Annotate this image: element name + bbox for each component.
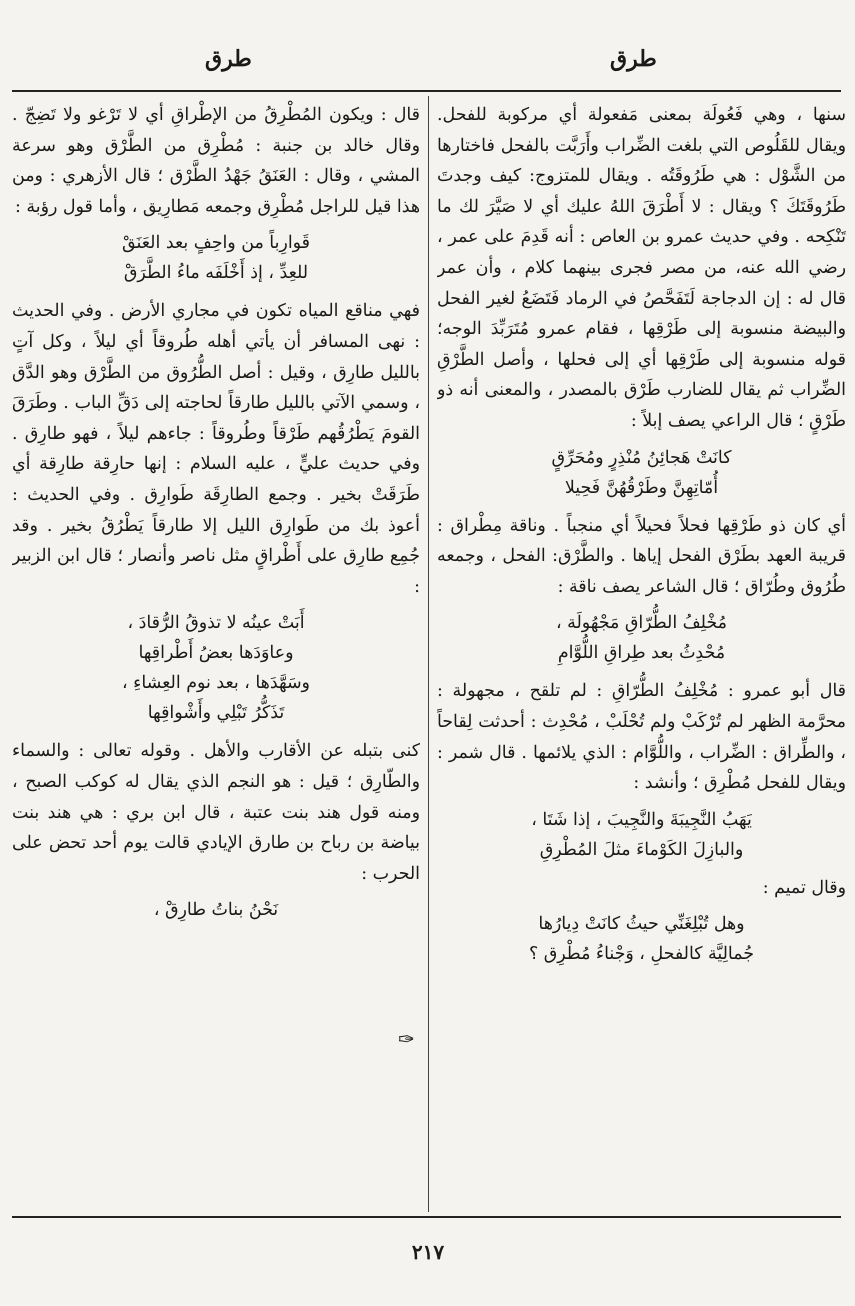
paragraph: أي كان ذو طَرْقِها فحلاً فحيلاً أي منجباً . وناقة مِطْراق : قريبة العهد بطَرْق الفحل إياها . والطَّرْق: الفحل ، وجمعه طُرُوق وطُرّاق ؛ قال الشاعر يصف ناقة : [437, 515, 846, 597]
left-column [12, 100, 420, 1210]
verse-line: وهل تُبْلِغَنِّي حيثُ كانَتْ دِيارُها [538, 914, 745, 935]
verse [437, 909, 846, 969]
header-rule [12, 90, 841, 92]
verse [12, 228, 420, 288]
verse-line: جُمالِيَّة كالفحلِ ، وَجْناءُ مُطْرِق ؟ [528, 944, 755, 965]
margin-mark-icon: ✑ [398, 1027, 415, 1051]
verse [12, 608, 420, 728]
verse-line: والبازِلَ الكَوْماءَ مثلَ المُطْرِقِ [539, 839, 744, 860]
paragraph: وقال تميم : [762, 877, 846, 898]
verse-line: تَذَكُّرُ تَبْلِي وأَشْواقِها [147, 703, 285, 724]
right-column [437, 100, 846, 1210]
verse-line: يَهَبُ النَّجِيبَةَ والنَّجِيبَ ، إذا شَتَا ، [531, 809, 752, 830]
verse-line: أَبَتْ عينُه لا تذوقُ الرُّقادَ ، [127, 613, 305, 634]
verse-line: وعاوَدَها بعضُ أَطْراقِها [138, 643, 294, 664]
verse-line: للعِدِّ ، إذ أَخْلَفَه ماءُ الطَّرَقْ [123, 263, 309, 284]
verse-line: أُمّاتِهِنَّ وطَرْقُهُنَّ فَحِيلا [564, 477, 719, 498]
page-number: ٢١٧ [411, 1240, 445, 1264]
running-header-left: طرق [205, 46, 252, 72]
verse-line: كانَتْ هَجائِنُ مُنْذِرٍ ومُحَرِّقٍ [551, 447, 732, 468]
column-divider [428, 96, 429, 1212]
paragraph: كنى بتبله عن الأقارب والأهل . وقوله تعالى : والسماء والطّارِق ؛ قيل : هو النجم الذي يقال له كوكب الصبح ، ومنه قول هند بنت عتبة ، قال ابن بري : هي هند بنت بياضة بن رباح بن طارق الإيادي قالت يوم أحد تحض على الحرب : [12, 741, 420, 884]
verse-line: وسَهَّدَها ، بعد نوم العِشاءِ ، [122, 673, 310, 694]
paragraph: فهي مناقع المياه تكون في مجاري الأرض . وفي الحديث : نهى المسافر أن يأتي أهله طُروقاً أي ليلاً ، وكل آتٍ بالليل طارِق ، وقيل : أصل الطُّرُوق من الطَّرْق وهو الدَّق ، وسمي الآتي بالليل طارقاً لحاجته إلى دَقِّ الباب . وطَرَقَ القومَ يَطْرُقُهم طَرْقاً وطُروقاً : جاءهم ليلاً ، فهو طارِق . وفي حديث عليٍّ ، عليه السلام : إنها حارِقة طارِقة أي طَرَقَتْ بخير . وجمع الطارِقَة طَوارِق . وفي الحديث : أعوذ بك من طَوارِق الليل إلا طارقاً يَطْرُقُ بخير . وقد جُمِع طارِق على أَطْراقٍ مثل ناصر وأنصار ؛ قال ابن الزبير : [12, 301, 420, 597]
verse [12, 895, 420, 925]
verse-line: نَحْنُ بناتُ طارِقْ ، [153, 900, 279, 921]
paragraph: سنها ، وهي فَعُولَة بمعنى مَفعولة أي مركوبة للفحل. ويقال للقَلُوص التي بلغت الضِّراب وأَرَبَّت بالفحل فاختارها من الشَّوْل : هي طَرُوقَتُه . ويقال للمتزوج: كيف وجدتَ طَرُوقَتَكَ ؟ ويقال : لا أَطْرَقَ اللهُ عليك أي لا صَيَّرَ لك ما تَنْكِحه . وفي حديث عمرو بن العاص : أنه قَدِمَ على عمر ، رضي الله عنه، من مصر فجرى بينهما كلام ، وأن عمر قال له : إن الدجاجة لَتَفَحَّصُ في الرماد فَتَضَعُ لغير الفحل والبيضة منسوبة إلى طَرْقِها ، فقام عمرو مُتَرَبِّدَ الوجه؛ قوله منسوبة إلى طَرْقِها أي إلى فحلها ، وأصل الطَّرْقِ الضِّراب ثم يقال للضارب طَرْق بالمصدر ، والمعنى أنه ذو طَرْقٍ ؛ قال الراعي يصف إبلاً : [437, 105, 846, 431]
running-header-right: طرق [610, 46, 657, 72]
verse [437, 805, 846, 865]
paragraph: قال أبو عمرو : مُخْلِفُ الطُّرّاقِ : لم تلقح ، مجهولة : محرَّمة الظهر لم تُرْكَبْ ولم تُحْلَبْ ، مُحْدِث : أحدثت لِقاحاً ، والطِّراق : الضِّراب ، واللُّوَّام : الذي يلائمها . قال شمر : ويقال للفحل مُطْرِق ؛ وأنشد : [437, 681, 846, 794]
footer-rule [12, 1216, 841, 1218]
verse-line: مُخْلِفُ الطُّرّاقِ مَجْهُولَة ، [556, 613, 727, 634]
verse-line: مُحْدِثُ بعد طِراقِ اللُّوَّامِ [557, 643, 726, 664]
verse [437, 443, 846, 503]
verse-line: قَوارِباً من واحِفٍ بعد العَنَقْ [122, 233, 310, 254]
paragraph: قال : ويكون المُطْرِقُ من الإطْراقِ أي لا تَرْغو ولا تَضِجّ . وقال خالد بن جنبة : مُطْرِق من الطَّرْق وهو سرعة المشي ، وقال : العَنَقُ جَهْدُ الطَّرْق ؛ قال الأزهري : ومن هذا قيل للراجل مُطْرِق وجمعه مَطارِيق ، وأما قول رؤبة : [12, 105, 420, 217]
verse [437, 608, 846, 668]
